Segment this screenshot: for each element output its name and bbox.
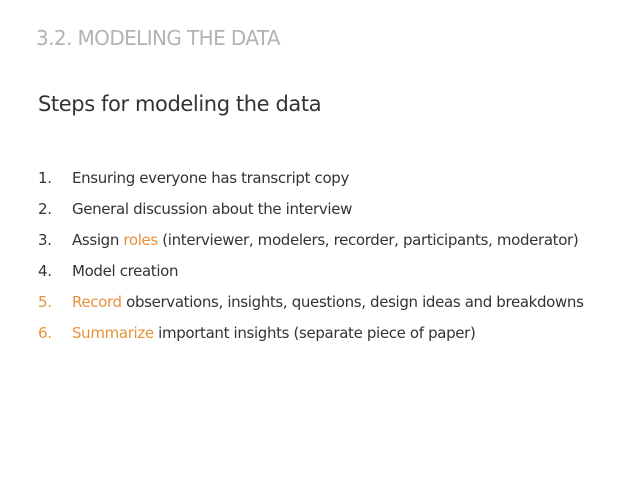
step-body: Ensuring everyone has transcript copy xyxy=(72,169,349,187)
step-highlight: roles xyxy=(123,231,158,249)
step-text xyxy=(72,260,178,282)
step-body: important insights (separate piece of paper) xyxy=(153,324,476,342)
section-title: 3.2. MODELING THE DATA xyxy=(36,26,280,50)
step-highlight: Record xyxy=(72,293,122,311)
step-number: 1. xyxy=(38,169,52,187)
step-prefix: Assign xyxy=(72,231,124,249)
step-text xyxy=(72,229,578,251)
step-body: (interviewer, modelers, recorder, participants, moderator) xyxy=(157,231,579,249)
step-text xyxy=(72,291,584,313)
step-body: observations, insights, questions, design ideas and breakdowns xyxy=(121,293,584,311)
step-number: 2. xyxy=(38,200,52,218)
step-number: 4. xyxy=(38,262,52,280)
step-text xyxy=(72,167,349,189)
step-number: 5. xyxy=(38,293,52,311)
slide-heading: Steps for modeling the data xyxy=(38,92,322,116)
step-number: 6. xyxy=(38,324,52,342)
step-highlight: Summarize xyxy=(72,324,154,342)
step-text xyxy=(72,322,476,344)
step-text xyxy=(72,198,352,220)
step-number: 3. xyxy=(38,231,52,249)
step-body: Model creation xyxy=(72,262,179,280)
step-body: General discussion about the interview xyxy=(72,200,353,218)
